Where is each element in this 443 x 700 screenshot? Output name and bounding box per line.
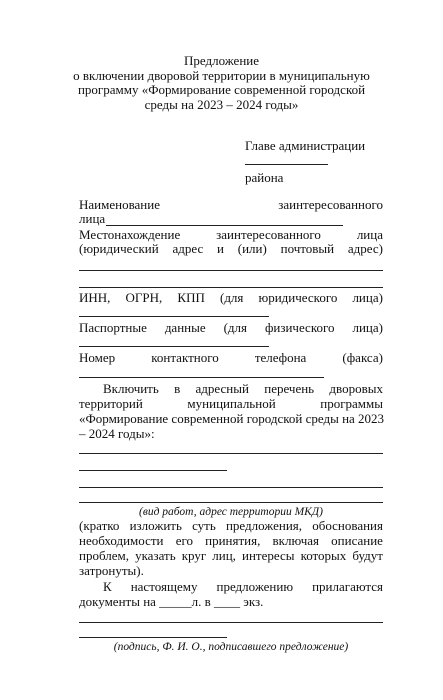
word: прилагаются: [312, 579, 383, 594]
word: (или): [237, 241, 267, 256]
attach-line-2: документы на _____л. в ____ экз.: [79, 594, 264, 609]
word: Наименование: [79, 197, 160, 212]
word: которых: [300, 548, 347, 563]
works-input-line-2[interactable]: [79, 470, 227, 471]
name-input-line[interactable]: [106, 225, 343, 226]
word: принятия,: [205, 533, 261, 548]
word: (для: [219, 290, 244, 305]
request-line-2: [79, 396, 383, 411]
works-caption: (вид работ, адрес территории МКД): [139, 506, 323, 518]
word: заинтересованного: [216, 227, 321, 242]
word: (факса): [342, 350, 383, 365]
word: лица): [352, 320, 383, 335]
summary-line-2: [79, 533, 383, 548]
word: в: [174, 381, 181, 396]
word: (для: [223, 320, 247, 335]
word: муниципальной: [187, 396, 276, 411]
field-name-label: [79, 197, 383, 212]
field-location-label-cont: [79, 241, 383, 256]
field-inn-label: [79, 290, 383, 305]
word: изложить: [129, 518, 182, 533]
word: дворовых: [329, 381, 383, 396]
works-input-line-3[interactable]: [79, 487, 383, 488]
title-line-1: Предложение: [183, 53, 260, 68]
request-line-1: [103, 381, 383, 396]
word: будут: [352, 548, 383, 563]
word: необходимости: [79, 533, 164, 548]
word: указать: [135, 548, 176, 563]
word: контактного: [151, 350, 219, 365]
word: Местонахождение: [79, 227, 181, 242]
word: телефона: [254, 350, 307, 365]
works-input-line-1[interactable]: [79, 453, 383, 454]
word: Номер: [79, 350, 116, 365]
works-input-line-4[interactable]: [79, 502, 383, 503]
word: описание: [331, 533, 383, 548]
word: его: [175, 533, 193, 548]
word: КПП: [177, 290, 205, 305]
addressee-blank: [245, 164, 328, 165]
title-line-3: программу «Формирование современной городской: [77, 82, 366, 97]
phone-input-line[interactable]: [79, 377, 324, 378]
signature-input-line-1[interactable]: [79, 622, 383, 623]
word: лица: [356, 227, 383, 242]
location-input-line-1[interactable]: [79, 270, 383, 271]
word: лица): [352, 290, 383, 305]
title-line-2: о включении дворовой территории в муниципальную: [73, 68, 370, 83]
summary-line-4: затронуты).: [79, 563, 144, 578]
word: данные: [164, 320, 206, 335]
word: (юридический: [79, 241, 159, 256]
passport-input-line[interactable]: [79, 346, 269, 347]
request-line-3: «Формирование современной городской среды на 2023: [79, 411, 385, 426]
word: адрес: [172, 241, 204, 256]
word: (кратко: [79, 518, 120, 533]
signature-caption: (подпись, Ф. И. О., подписавшего предложение): [113, 641, 349, 653]
word: предложения,: [225, 518, 303, 533]
word: адрес): [347, 241, 383, 256]
word: ИНН,: [79, 290, 111, 305]
signature-input-line-2[interactable]: [79, 637, 227, 638]
word: перечень: [264, 381, 315, 396]
summary-line-1: [79, 518, 383, 533]
word: ОГРН,: [125, 290, 163, 305]
field-phone-label: [79, 350, 383, 365]
attach-line-1: [103, 579, 383, 594]
word: проблем,: [79, 548, 129, 563]
word: круг: [181, 548, 207, 563]
word: обоснования: [312, 518, 383, 533]
inn-input-line[interactable]: [79, 316, 269, 317]
title-line-4: среды на 2023 – 2024 годы»: [144, 97, 299, 112]
addressee-line-1: Главе администрации: [245, 138, 366, 153]
word: заинтересованного: [278, 197, 383, 212]
word: Паспортные: [79, 320, 147, 335]
addressee-line-2: района: [245, 170, 284, 185]
field-passport-label: [79, 320, 383, 335]
word: настоящему: [130, 579, 198, 594]
field-location-label: [79, 227, 383, 242]
word: включая: [272, 533, 319, 548]
field-name-label-cont: лица: [79, 211, 106, 226]
location-input-line-2[interactable]: [79, 287, 383, 288]
request-line-4: – 2024 годы»:: [79, 426, 155, 441]
word: адресный: [195, 381, 249, 396]
word: и: [217, 241, 224, 256]
word: юридического: [258, 290, 338, 305]
word: К: [103, 579, 112, 594]
word: физического: [264, 320, 335, 335]
word: предложению: [216, 579, 294, 594]
summary-line-3: [79, 548, 383, 563]
word: почтовый: [280, 241, 335, 256]
word: интересы: [242, 548, 295, 563]
word: программы: [320, 396, 383, 411]
word: суть: [192, 518, 216, 533]
word: территорий: [79, 396, 143, 411]
word: Включить: [103, 381, 159, 396]
word: лиц,: [212, 548, 236, 563]
